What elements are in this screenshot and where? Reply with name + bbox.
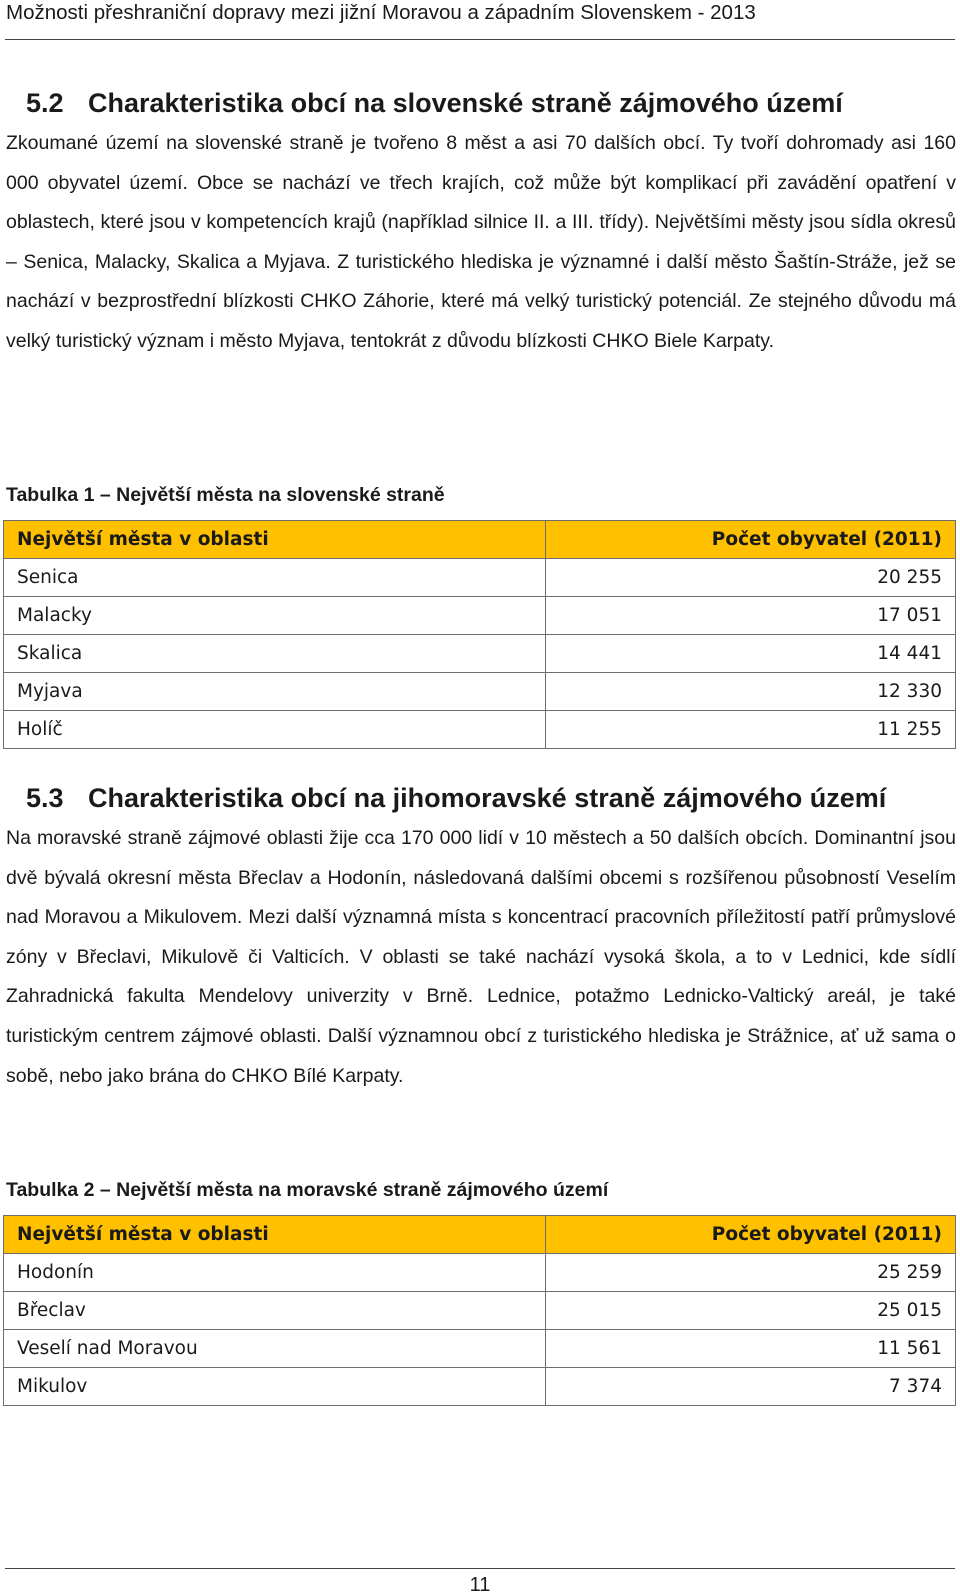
cell-population: 17 051 bbox=[546, 597, 956, 635]
cell-population: 14 441 bbox=[546, 635, 956, 673]
cell-population: 25 015 bbox=[546, 1292, 956, 1330]
table-row bbox=[4, 711, 956, 749]
column-header-city: Největší města v oblasti bbox=[4, 521, 546, 559]
table-header-row bbox=[4, 521, 956, 559]
table-1-caption: Tabulka 1 – Největší města na slovenské straně bbox=[6, 484, 445, 506]
section-5-2-paragraph: Zkoumané území na slovenské straně je tvořeno 8 měst a asi 70 dalších obcí. Ty tvoří dohromady asi 160 000 obyvatel území. Obce se nachází ve třech krajích, což může být komplikací při zavádění opatření v oblastech, které jsou v kompetencích krajů (například silnice II. a III. třídy). Největšími městy jsou sídla okresů – Senica, Malacky, Skalica a Myjava. Z turistického hlediska je významné i další město Šaštín-Stráže, jež se nachází v bezprostřední blízkosti CHKO Záhorie, které má velký turistický potenciál. Ze stejného důvodu má velký turistický význam i město Myjava, tentokrát z důvodu blízkosti CHKO Biele Karpaty. bbox=[6, 132, 956, 352]
running-header-title: Možnosti přeshraniční dopravy mezi jižní Moravou a západním Slovenskem - 2013 bbox=[6, 1, 756, 24]
section-5-3-paragraph: Na moravské straně zájmové oblasti žije cca 170 000 lidí v 10 městech a 50 dalších obcích. Dominantní jsou dvě bývalá okresní města Břeclav a Hodonín, následovaná dalšími obcemi s rozšířenou působností Veselím nad Moravou a Mikulovem. Mezi další významná místa s koncentrací pracovních příležitostí patří průmyslové zóny v Břeclavi, Mikulově či Valticích. V oblasti se také nachází vysoká škola, a to v Lednici, kde sídlí Zahradnická fakulta Mendelovy univerzity v Brně. Lednice, potažmo Lednicko-Valtický areál, je také turistickým centrem zájmové oblasti. Další významnou obcí z turistického hlediska je Strážnice, ať už sama o sobě, nebo jako brána do CHKO Bílé Karpaty. bbox=[6, 827, 956, 1087]
cell-city: Břeclav bbox=[4, 1292, 546, 1330]
table-row bbox=[4, 635, 956, 673]
cell-population: 11 561 bbox=[546, 1330, 956, 1368]
header-divider bbox=[5, 39, 955, 40]
table-header-row bbox=[4, 1216, 956, 1254]
column-header-city: Největší města v oblasti bbox=[4, 1216, 546, 1254]
column-header-population: Počet obyvatel (2011) bbox=[546, 521, 956, 559]
footer-divider bbox=[5, 1568, 955, 1569]
cell-population: 12 330 bbox=[546, 673, 956, 711]
page-number: 11 bbox=[469, 1574, 491, 1596]
cell-population: 20 255 bbox=[546, 559, 956, 597]
section-heading-5-2 bbox=[26, 86, 843, 120]
column-header-population: Počet obyvatel (2011) bbox=[546, 1216, 956, 1254]
table-2-caption: Tabulka 2 – Největší města na moravské straně zájmového území bbox=[6, 1179, 609, 1201]
table-1 bbox=[3, 520, 956, 749]
section-heading-5-3 bbox=[26, 781, 886, 815]
cell-population: 7 374 bbox=[546, 1368, 956, 1406]
table-row bbox=[4, 559, 956, 597]
cell-city: Holíč bbox=[4, 711, 546, 749]
cell-city: Myjava bbox=[4, 673, 546, 711]
cell-city: Skalica bbox=[4, 635, 546, 673]
cell-city: Veselí nad Moravou bbox=[4, 1330, 546, 1368]
cell-city: Senica bbox=[4, 559, 546, 597]
section-title: Charakteristika obcí na slovenské straně zájmového území bbox=[88, 88, 843, 118]
cell-population: 25 259 bbox=[546, 1254, 956, 1292]
table-row bbox=[4, 673, 956, 711]
table-row bbox=[4, 1254, 956, 1292]
table-row bbox=[4, 1368, 956, 1406]
cell-city: Hodonín bbox=[4, 1254, 546, 1292]
cell-population: 11 255 bbox=[546, 711, 956, 749]
section-number: 5.2 bbox=[26, 88, 64, 118]
cell-city: Malacky bbox=[4, 597, 546, 635]
table-2 bbox=[3, 1215, 956, 1406]
section-number: 5.3 bbox=[26, 783, 64, 813]
table-row bbox=[4, 597, 956, 635]
cell-city: Mikulov bbox=[4, 1368, 546, 1406]
table-row bbox=[4, 1292, 956, 1330]
section-title: Charakteristika obcí na jihomoravské straně zájmového území bbox=[88, 783, 887, 813]
table-row bbox=[4, 1330, 956, 1368]
